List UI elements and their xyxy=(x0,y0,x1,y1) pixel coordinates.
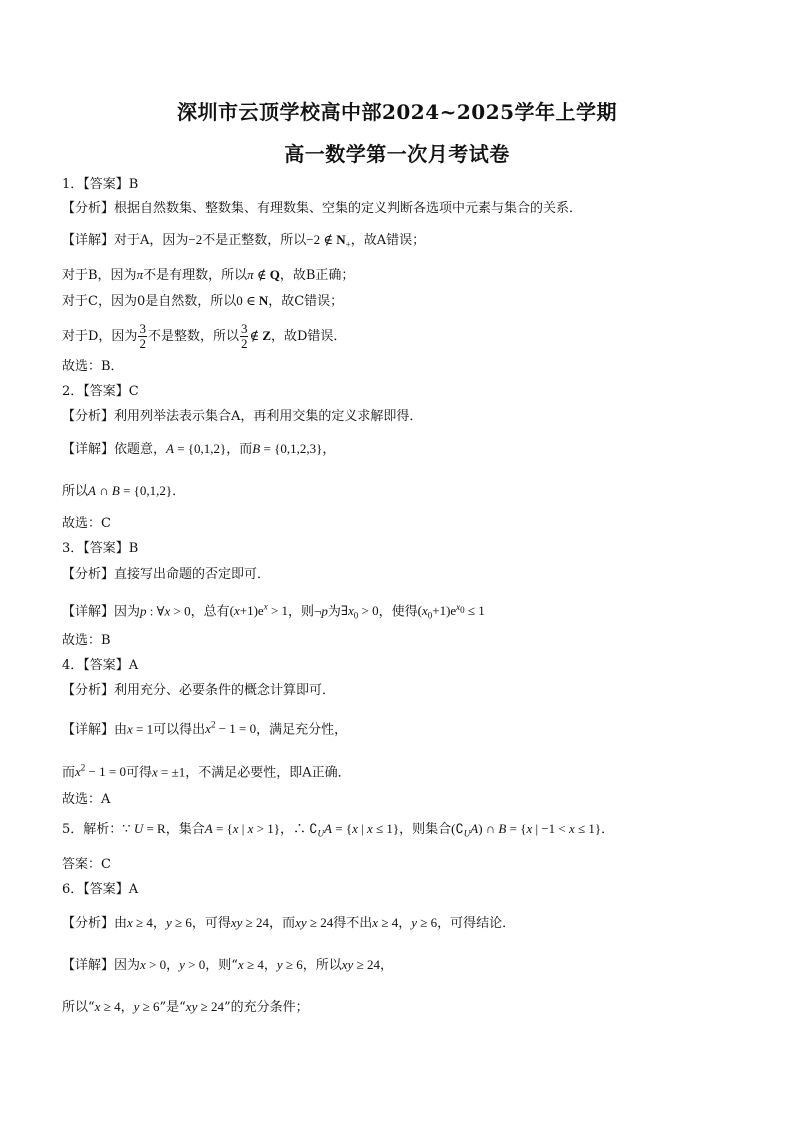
q6-detail-2: 所以“x ≥ 4，y ≥ 6”是“xy ≥ 24”的充分条件； xyxy=(62,999,309,1015)
q4-choice: 故选：A xyxy=(62,792,111,807)
document-title: 深圳市云顶学校高中部2024~2025学年上学期 xyxy=(176,100,618,124)
q5-answer: 答案：C xyxy=(62,857,111,872)
text: ，而 xyxy=(226,442,253,457)
q5-solution: 5．解析：∵ U = R，集合A = {x | x > 1}，∴ $∁_UA = \{x$ | x ≤ 1}，则集合$(∁_UA)$ ∩ B = {x | −1 < x ≤ 1}． xyxy=(62,821,615,839)
text: ，而 xyxy=(269,916,296,931)
text: ，故D错误． xyxy=(271,329,347,344)
q4-analysis: 【分析】利用充分、必要条件的概念计算即可． xyxy=(62,683,336,698)
text: ，故A错误； xyxy=(350,233,426,248)
text: 不是正整数，所以 xyxy=(202,233,307,248)
q3-choice: 故选：B xyxy=(62,633,111,648)
q3-detail: 【详解】因为p : ∀x > 0，总有$(x+1)e^x > 1$，则¬p为$\exists x_0 > 0$，使得$(x_0+1)e^{x_0} \le 1$ xyxy=(62,602,485,621)
text: 【详解】对于A，因为 xyxy=(62,233,189,248)
text: ，所以 xyxy=(302,958,342,973)
q1-detail-d: 对于D，因为 $\frac{3}{2}$ 不是整数，所以 $\frac{3}{2}$ ∉ Z，故D错误． xyxy=(62,321,347,351)
text: 为 xyxy=(327,604,341,620)
text: ， xyxy=(379,958,393,973)
text: 可得 xyxy=(125,765,152,781)
text: ，则 xyxy=(288,604,315,620)
text: ”是“ xyxy=(159,1000,186,1015)
text: 【详解】依题意， xyxy=(62,442,167,457)
text: ”的充分条件； xyxy=(223,1000,309,1015)
text: ， xyxy=(322,442,336,457)
q4-detail: 【详解】由x = 1可以得出$x^2 - 1 = 0$，满足充分性， xyxy=(62,720,348,738)
q6-detail: 【详解】因为x > 0，y > 0，则“x ≥ 4，y ≥ 6，所以xy ≥ 24， xyxy=(62,957,393,973)
q1-detail-a: 【详解】对于A，因为−2不是正整数，所以−2 ∉ $N_+$，故A错误； xyxy=(62,232,426,250)
text: 【分析】由 xyxy=(62,916,128,931)
text: 5．解析： xyxy=(62,822,123,837)
q1-answer: 1．【答案】B xyxy=(62,177,139,192)
q3-answer: 3．【答案】B xyxy=(62,541,139,556)
q4-detail-2: 而$x^2 - 1 = 0$可得x = ±1，不满足必要性，即A正确． xyxy=(62,763,351,781)
text: ，可得 xyxy=(191,916,231,931)
q1-detail-b: 对于B，因为π不是有理数，所以π ∉ Q，故B正确； xyxy=(62,267,355,283)
q4-answer: 4．【答案】A xyxy=(62,658,139,673)
text: ，总有 xyxy=(190,604,230,620)
text: ，使得 xyxy=(378,604,418,620)
text: 得不出 xyxy=(333,916,373,931)
text: 对于C，因为0是自然数，所以 xyxy=(62,294,237,309)
text: 所以“ xyxy=(62,1000,95,1015)
text: ，不满足必要性，即A正确． xyxy=(185,765,351,781)
q1-detail-c: 对于C，因为0是自然数，所以0 ∈ N，故C错误； xyxy=(62,293,344,309)
text: 【详解】由 xyxy=(62,722,128,738)
text: ，则“ xyxy=(205,958,238,973)
text: 可以得出 xyxy=(153,722,206,738)
text: 不是有理数，所以 xyxy=(143,268,248,283)
q1-choice: 故选：B． xyxy=(62,359,124,374)
text: 而 xyxy=(62,765,76,781)
text: 对于D，因为 xyxy=(62,329,138,344)
text: ，可得结论． xyxy=(437,916,516,931)
text: 【详解】因为 xyxy=(62,958,141,973)
text: 所以 xyxy=(62,484,89,499)
q2-analysis: 【分析】利用列举法表示集合A，再利用交集的定义求解即得． xyxy=(62,409,423,424)
q2-answer: 2．【答案】C xyxy=(62,384,139,399)
q6-analysis: 【分析】由x ≥ 4，y ≥ 6，可得xy ≥ 24，而xy ≥ 24得不出x ≥ 4，y ≥ 6，可得结论． xyxy=(62,915,516,931)
q6-answer: 6．【答案】A xyxy=(62,882,139,897)
text: ，则集合 xyxy=(399,822,452,837)
q2-choice: 故选：C xyxy=(62,516,111,531)
text: ，故C错误； xyxy=(268,294,344,309)
text: ． xyxy=(601,822,615,837)
text: 【详解】因为 xyxy=(62,604,141,620)
q3-analysis: 【分析】直接写出命题的否定即可． xyxy=(62,567,271,582)
q1-analysis: 【分析】根据自然数集、整数集、有理数集、空集的定义判断各选项中元素与集合的关系． xyxy=(62,201,583,216)
text: 对于B，因为 xyxy=(62,268,137,283)
q2-result: 所以A ∩ B = {0,1,2}． xyxy=(62,483,186,499)
text: ，故B正确； xyxy=(279,268,355,283)
text: ． xyxy=(172,484,186,499)
q2-detail: 【详解】依题意，A = {0,1,2}，而B = {0,1,2,3}， xyxy=(62,441,336,457)
text: ，集合 xyxy=(165,822,205,837)
document-subtitle: 高一数学第一次月考试卷 xyxy=(284,142,510,166)
text: ，满足充分性， xyxy=(256,722,348,738)
text: 不是整数，所以 xyxy=(147,329,239,344)
